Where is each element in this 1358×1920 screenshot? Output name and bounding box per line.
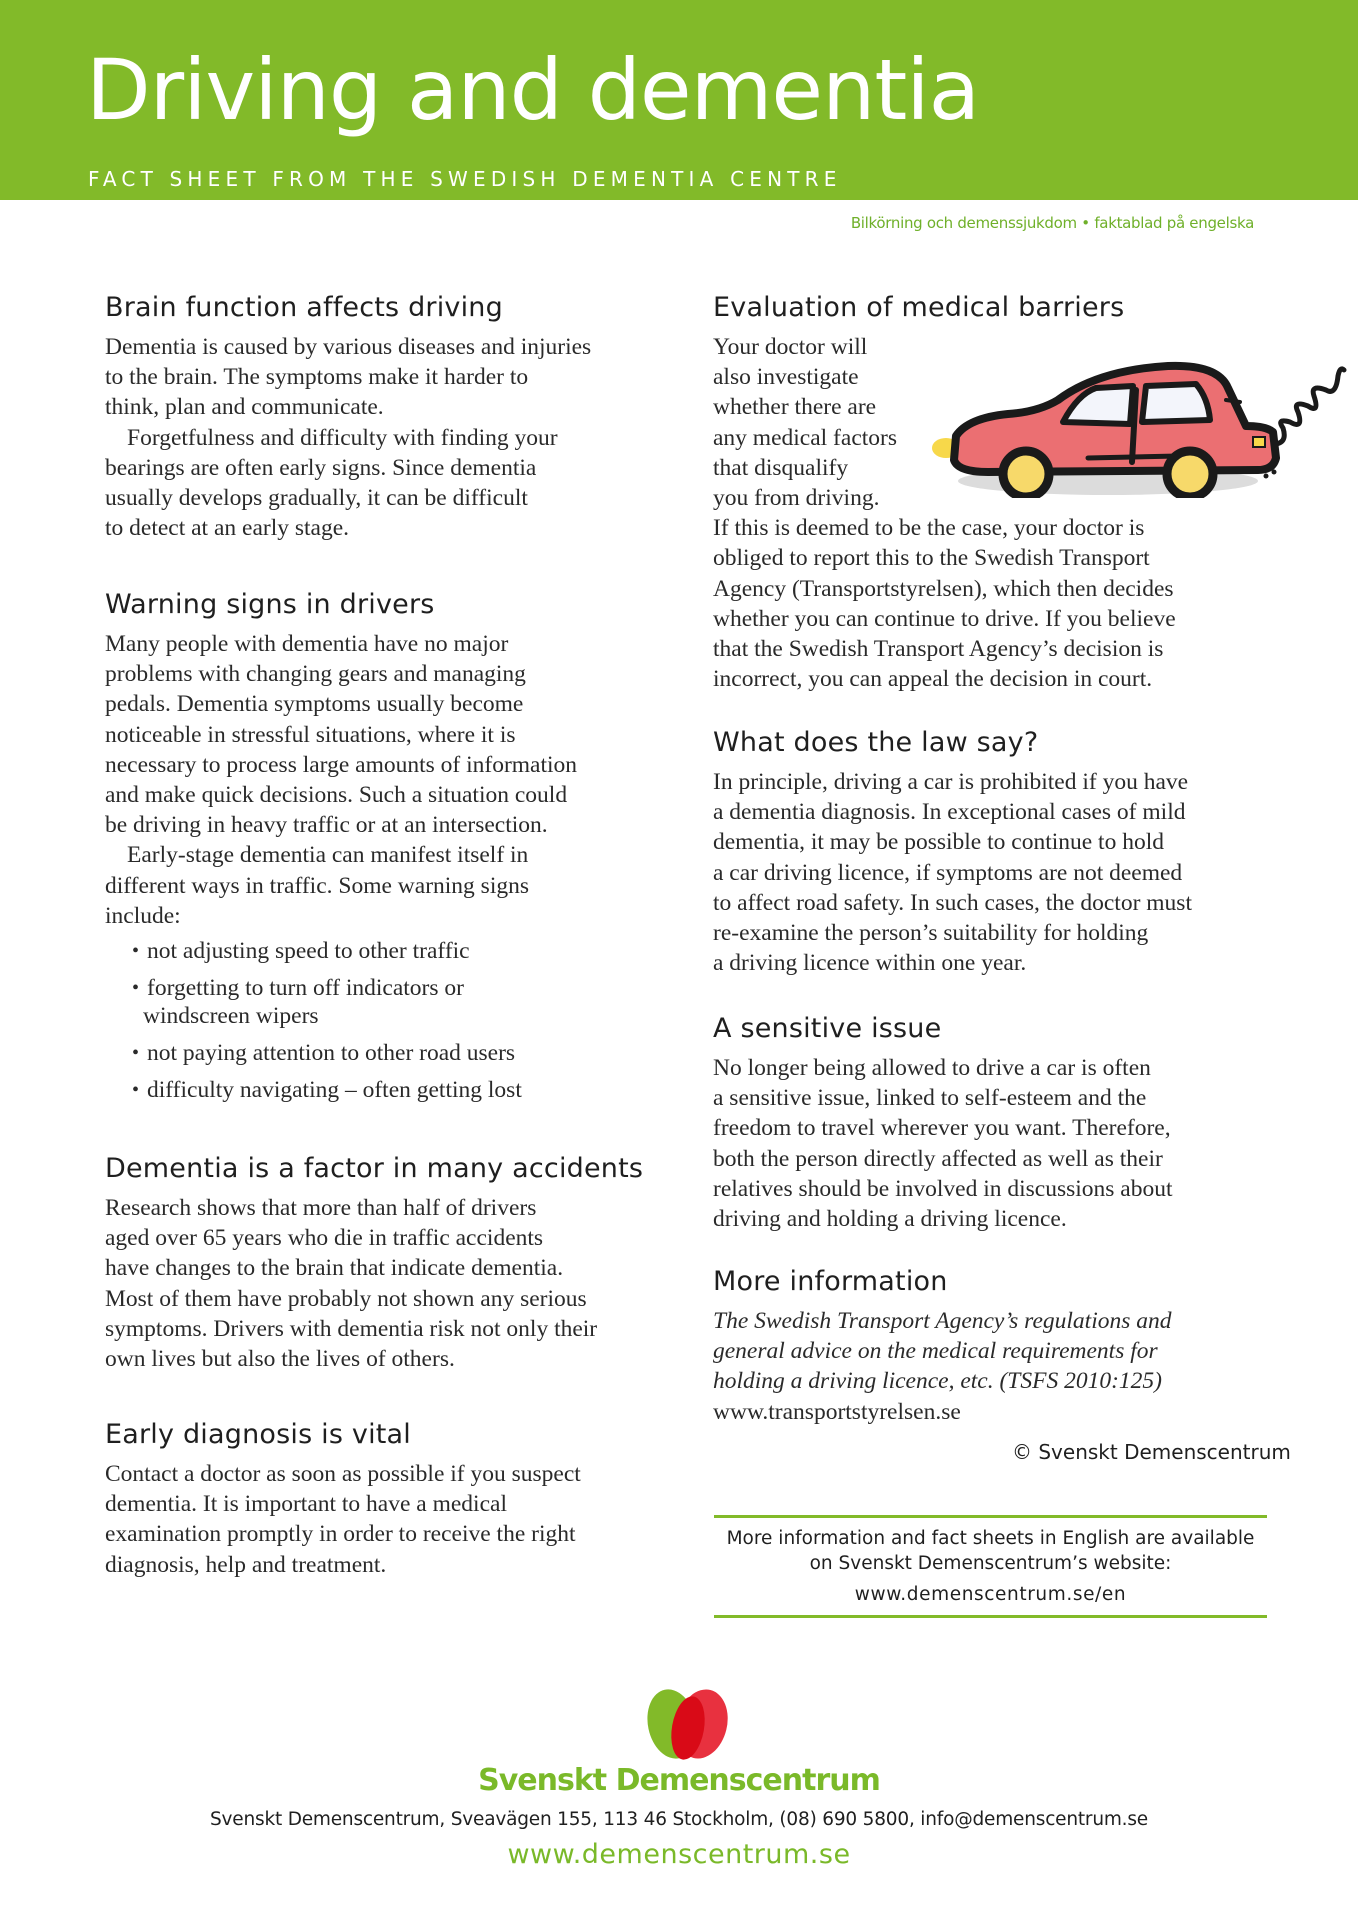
info-text-line: on Svenskt Demenscentrum’s website:: [809, 1553, 1172, 1574]
text-line: Dementia is caused by various diseases and injuries: [105, 334, 592, 360]
reference-citation: [713, 1306, 1283, 1397]
text-line: If this is deemed to be the case, your doctor is: [713, 515, 1145, 542]
warning-signs-list: [105, 937, 665, 1104]
text-line: Your doctor will: [713, 334, 868, 360]
text-line: Research shows that more than half of drivers: [105, 1195, 537, 1221]
text-line: No longer being allowed to drive a car is often: [713, 1055, 1151, 1081]
text-line: also investigate: [713, 364, 859, 391]
text-line: windscreen wipers: [143, 1003, 319, 1030]
text-line: dementia. It is important to have a medical: [105, 1491, 507, 1518]
text-line: bearings are often early signs. Since dementia: [105, 454, 537, 481]
transportstyrelsen-link[interactable]: www.transportstyrelsen.se: [713, 1398, 961, 1425]
section-heading: A sensitive issue: [713, 1013, 942, 1044]
rear-wheel: [1003, 451, 1049, 497]
text-line: dementia, it may be possible to continue to hold: [713, 829, 1164, 856]
door-line: [1132, 390, 1136, 462]
text-line: not adjusting speed to other traffic: [147, 938, 470, 965]
bullet-icon: •: [132, 1079, 140, 1102]
swedish-tagline: Bilkörning och demenssjukdom • faktablad på engelska: [850, 214, 1254, 232]
list-item: [105, 1039, 665, 1067]
text-line: Contact a doctor as soon as possible if you suspect: [105, 1461, 581, 1487]
text-line: Forgetfulness and difficulty with finding your: [127, 424, 558, 451]
text-line: have changes to the brain that indicate dementia.: [105, 1255, 564, 1282]
bullet-icon: •: [132, 940, 140, 963]
text-line: difficulty navigating – often getting lost: [147, 1077, 522, 1104]
text-line: whether you can continue to drive. If you believe: [713, 605, 1176, 632]
bullet-icon: •: [132, 1042, 140, 1065]
door-handle: [1088, 456, 1178, 458]
tail-light: [1253, 437, 1265, 447]
text-line: a car driving licence, if symptoms are not deemed: [713, 859, 1183, 886]
section-paragraph: [105, 1193, 665, 1374]
text-line: think, plan and communicate.: [105, 394, 384, 421]
list-item: [105, 937, 665, 965]
section-heading: What does the law say?: [713, 727, 1039, 758]
text-line: to affect road safety. In such cases, the doctor must: [713, 889, 1192, 916]
info-text-line: More information and fact sheets in English are available: [726, 1528, 1255, 1549]
section-heading: Dementia is a factor in many accidents: [105, 1153, 644, 1184]
english-factsheets-box: [714, 1526, 1267, 1607]
text-line: include:: [105, 902, 181, 929]
motion-dash: [1226, 400, 1240, 402]
text-line: that disqualify: [713, 454, 849, 481]
text-line: noticeable in stressful situations, where it is: [105, 721, 516, 748]
text-line: general advice on the medical requirements for: [713, 1338, 1158, 1365]
text-line: aged over 65 years who die in traffic accidents: [105, 1225, 544, 1252]
exhaust-smoke: [1273, 369, 1344, 444]
text-line: usually develops gradually, it can be difficult: [105, 485, 528, 512]
text-line: necessary to process large amounts of information: [105, 751, 578, 778]
text-line: a sensitive issue, linked to self-esteem and the: [713, 1085, 1147, 1112]
heart-leaves-logo: [646, 1688, 730, 1764]
text-line: In principle, driving a car is prohibited if you have: [713, 769, 1189, 795]
text-line: Early-stage dementia can manifest itself in: [127, 842, 529, 869]
website-link[interactable]: www.demenscentrum.se: [507, 1839, 851, 1870]
brand-name: Svenskt Demenscentrum: [478, 1763, 880, 1798]
divider-bottom: [714, 1615, 1267, 1618]
car-icon: [928, 348, 1348, 498]
text-line: driving and holding a driving licence.: [713, 1206, 1067, 1233]
section-heading: Warning signs in drivers: [105, 589, 435, 620]
section-paragraph: [713, 767, 1283, 978]
text-line: re-examine the person’s suitability for holding: [713, 920, 1149, 947]
text-line: symptoms. Drivers with dementia risk not only their: [105, 1315, 598, 1342]
section-heading: Early diagnosis is vital: [105, 1419, 412, 1450]
section-paragraph: [105, 629, 665, 840]
section-paragraph: [105, 840, 665, 931]
text-line: a driving licence within one year.: [713, 950, 1027, 977]
section-paragraph: [105, 332, 665, 423]
list-item: [105, 974, 665, 1030]
text-line: Most of them have probably not shown any serious: [105, 1285, 587, 1312]
section-paragraph: [105, 1459, 665, 1580]
reference-link-paragraph: [713, 1397, 1283, 1427]
text-line: forgetting to turn off indicators or: [147, 975, 464, 1002]
text-line: pedals. Dementia symptoms usually become: [105, 691, 524, 718]
text-line: whether there are: [713, 394, 877, 421]
text-line: and make quick decisions. Such a situation could: [105, 782, 568, 809]
section-heading: Brain function affects driving: [105, 292, 503, 323]
motion-dot: [1264, 474, 1269, 479]
text-line: examination promptly in order to receive the right: [105, 1521, 576, 1548]
text-line: Many people with dementia have no major: [105, 631, 509, 657]
page-title: Driving and dementia: [86, 41, 980, 139]
text-line: both the person directly affected as well as their: [713, 1145, 1163, 1172]
text-line: obliged to report this to the Swedish Transport: [713, 545, 1150, 572]
section-accidents: [105, 1152, 665, 1374]
front-window: [1142, 384, 1210, 422]
copyright-notice: © Svenskt Demenscentrum: [1012, 1440, 1291, 1464]
text-line: you from driving.: [713, 485, 880, 512]
text-line: diagnosis, help and treatment.: [105, 1551, 387, 1578]
bullet-icon: •: [132, 977, 140, 1000]
section-heading: More information: [713, 1266, 948, 1297]
text-line: own lives but also the lives of others.: [105, 1346, 455, 1373]
section-brain-function: [105, 291, 665, 543]
english-site-link[interactable]: www.demenscentrum.se/en: [854, 1584, 1127, 1605]
section-warning-signs: [105, 588, 665, 1113]
text-line: incorrect, you can appeal the decision in court.: [713, 666, 1153, 693]
text-line: a dementia diagnosis. In exceptional cases of mild: [713, 799, 1186, 826]
contact-address: Svenskt Demenscentrum, Sveavägen 155, 113 46 Stockholm, (08) 690 5800, info@demenscentrum.se: [210, 1809, 1148, 1830]
text-line: freedom to travel wherever you want. Therefore,: [713, 1115, 1171, 1142]
divider-top: [714, 1515, 1267, 1518]
section-law: [713, 726, 1283, 978]
text-line: not paying attention to other road users: [147, 1040, 516, 1067]
section-paragraph: [713, 1053, 1283, 1234]
text-line: relatives should be involved in discussions about: [713, 1175, 1173, 1202]
page-subtitle: FACT SHEET FROM THE SWEDISH DEMENTIA CENTRE: [88, 167, 842, 191]
text-line: Agency (Transportstyrelsen), which then decides: [713, 575, 1174, 602]
motion-dot: [1272, 470, 1277, 475]
text-line: be driving in heavy traffic or at an intersection.: [105, 812, 548, 839]
text-line: different ways in traffic. Some warning signs: [105, 872, 529, 899]
front-wheel: [1167, 451, 1213, 497]
section-heading: Evaluation of medical barriers: [713, 292, 1125, 323]
section-paragraph: [105, 423, 665, 544]
text-line: to the brain. The symptoms make it harder to: [105, 364, 529, 391]
text-line: to detect at an early stage.: [105, 515, 350, 542]
text-line: that the Swedish Transport Agency’s decision is: [713, 636, 1164, 663]
text-line: The Swedish Transport Agency’s regulations and: [713, 1308, 1172, 1334]
header-band: [0, 0, 1358, 200]
section-early-diagnosis: [105, 1418, 665, 1580]
text-line: problems with changing gears and managing: [105, 661, 526, 688]
list-item: [105, 1076, 665, 1104]
text-line: any medical factors: [713, 424, 897, 451]
section-more-information: [713, 1265, 1283, 1427]
section-sensitive-issue: [713, 1012, 1283, 1234]
text-line: holding a driving licence, etc. (TSFS 2010:125): [713, 1368, 1163, 1395]
